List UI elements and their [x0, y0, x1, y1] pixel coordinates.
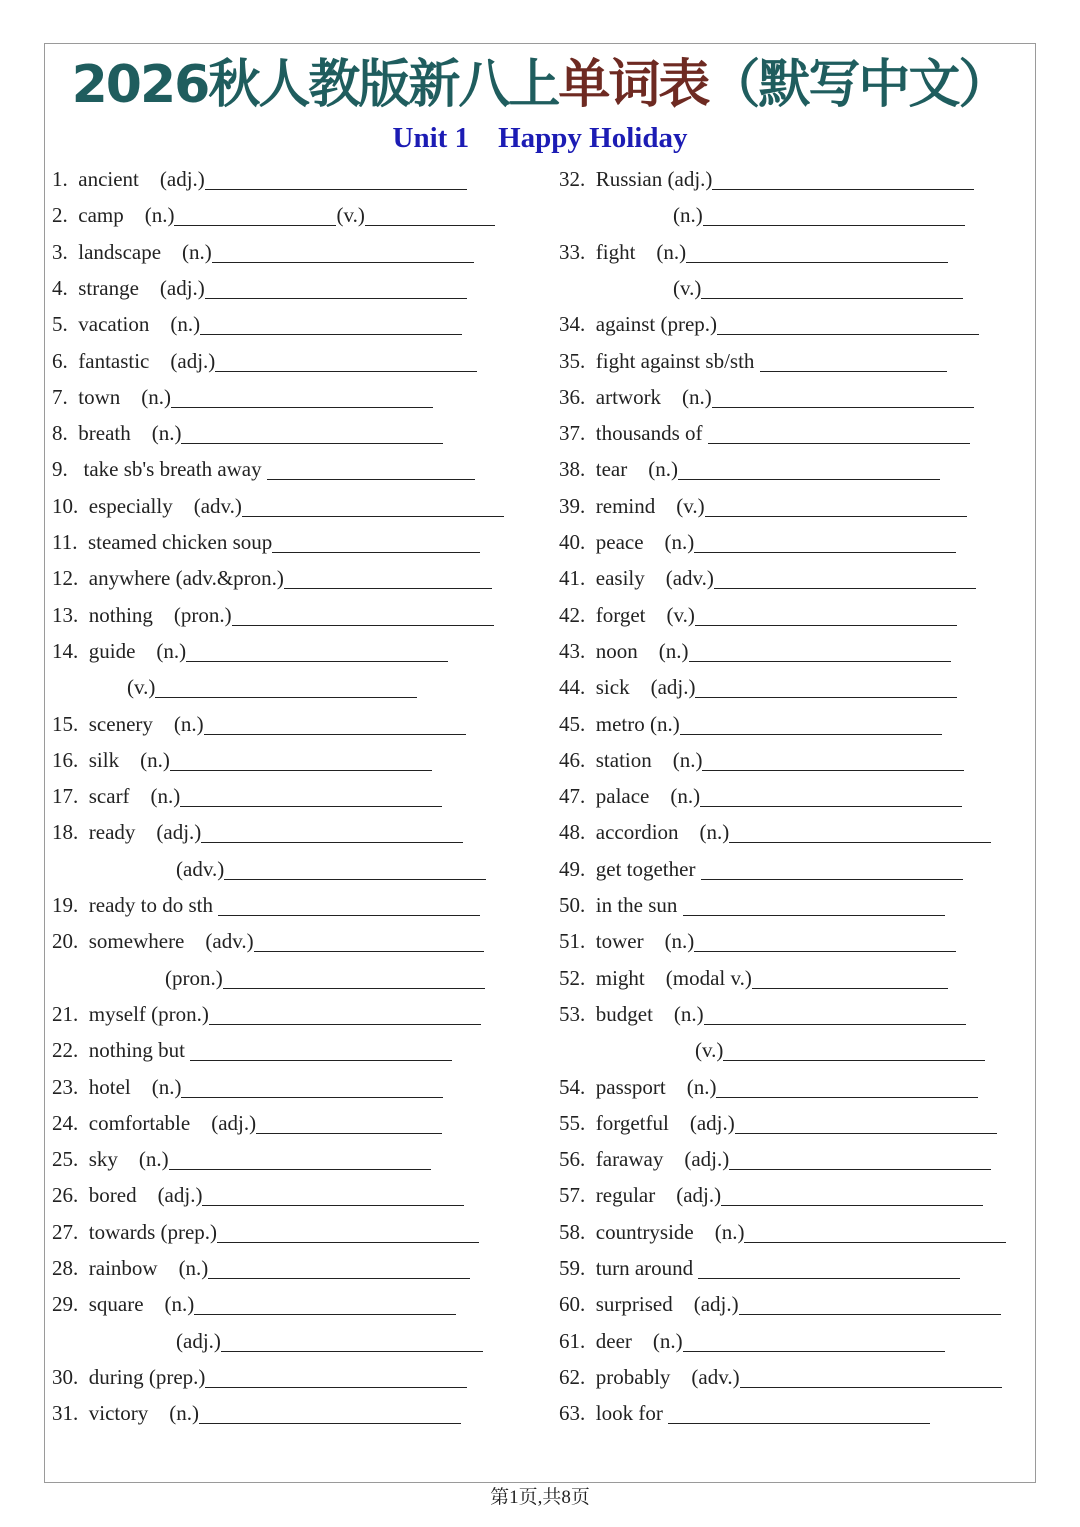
vocab-text: 12. anywhere (adv.&pron.) [52, 566, 284, 591]
vocab-text: 56. faraway (adj.) [559, 1147, 730, 1172]
answer-blank[interactable] [735, 1111, 997, 1134]
answer-blank[interactable] [704, 1002, 966, 1025]
vocab-item [559, 884, 945, 920]
vocab-item [695, 1029, 985, 1065]
vocab-item [559, 1174, 983, 1210]
vocab-text: 62. probably (adv.) [559, 1364, 740, 1389]
vocab-text: 42. forget (v.) [559, 602, 695, 627]
answer-blank[interactable] [186, 639, 448, 662]
vocab-text: 41. easily (adv.) [559, 566, 714, 591]
vocab-item [52, 594, 494, 630]
page-title [0, 52, 1080, 118]
vocab-item [52, 1211, 479, 1247]
vocab-item [52, 1392, 461, 1428]
answer-blank[interactable] [668, 1401, 930, 1424]
vocab-item [52, 1356, 467, 1392]
vocab-text: 1. ancient (adj.) [52, 167, 205, 191]
vocab-text-second-pos: (v.) [336, 203, 365, 228]
answer-blank[interactable] [208, 1256, 470, 1279]
vocab-item [52, 158, 467, 194]
vocab-text: 46. station (n.) [559, 747, 703, 772]
vocab-text: 6. fantastic (adj.) [52, 348, 216, 373]
vocab-item [176, 848, 486, 884]
vocab-item [52, 376, 433, 412]
vocab-text: 11. steamed chicken soup [52, 530, 273, 554]
answer-blank[interactable] [723, 1038, 985, 1061]
vocab-text: 9. take sb's breath away [52, 457, 267, 482]
page-footer: 第1页,共8页 [490, 1487, 590, 1508]
answer-blank[interactable] [242, 494, 504, 517]
answer-blank[interactable] [701, 276, 963, 299]
vocab-item [559, 811, 991, 847]
vocab-text: 53. budget (n.) [559, 1001, 704, 1026]
vocab-item [52, 1174, 464, 1210]
vocab-item [559, 376, 974, 412]
answer-blank[interactable] [712, 167, 974, 190]
vocab-item [559, 1066, 978, 1102]
answer-blank[interactable] [695, 603, 957, 626]
vocab-item [559, 630, 951, 666]
answer-blank[interactable] [254, 929, 484, 952]
vocab-item [559, 1138, 991, 1174]
unit-subtitle: Unit 1 Happy Holiday [392, 122, 688, 154]
vocab-item [52, 448, 475, 484]
vocab-item [52, 412, 443, 448]
vocab-item [559, 412, 970, 448]
vocab-item [52, 521, 480, 557]
vocab-text: 50. in the sun [559, 893, 683, 917]
answer-blank[interactable] [702, 748, 964, 771]
vocab-text: 59. turn around [559, 1256, 699, 1280]
vocab-text: 39. remind (v.) [559, 493, 705, 518]
answer-blank[interactable] [700, 784, 962, 807]
vocab-item [176, 1320, 483, 1356]
vocab-item [52, 993, 481, 1029]
vocab-item [52, 630, 448, 666]
vocab-text: 49. get together [559, 856, 701, 881]
vocab-text: 4. strange (adj.) [52, 275, 205, 300]
answer-blank[interactable] [201, 820, 463, 843]
vocab-text: 44. sick (adj.) [559, 675, 696, 700]
vocab-text: 25. sky (n.) [52, 1147, 169, 1172]
answer-blank[interactable] [190, 1038, 452, 1061]
vocab-item [52, 1102, 442, 1138]
vocab-text: 36. artwork (n.) [559, 384, 712, 409]
answer-blank[interactable] [194, 1292, 456, 1315]
vocab-text: 15. scenery (n.) [52, 711, 204, 736]
answer-blank[interactable] [181, 1075, 443, 1098]
vocab-item [559, 1392, 930, 1428]
vocab-text: 26. bored (adj.) [52, 1183, 203, 1208]
vocab-item [52, 1066, 443, 1102]
vocab-item [52, 775, 442, 811]
answer-blank[interactable] [181, 421, 443, 444]
answer-blank[interactable] [218, 893, 480, 916]
answer-blank[interactable] [678, 457, 940, 480]
title-part-2: 单词表 [558, 55, 709, 115]
vocab-text: 58. countryside (n.) [559, 1219, 745, 1244]
answer-blank[interactable] [232, 603, 494, 626]
answer-blank[interactable] [695, 675, 957, 698]
answer-blank[interactable] [365, 203, 495, 226]
answer-blank[interactable] [683, 893, 945, 916]
vocab-item [52, 1138, 431, 1174]
vocab-text: 57. regular (adj.) [559, 1183, 722, 1208]
vocab-text: 13. nothing (pron.) [52, 602, 232, 627]
answer-blank[interactable] [740, 1365, 1002, 1388]
vocab-text: 32. Russian (adj.) [559, 167, 713, 191]
vocab-text: 8. breath (n.) [52, 421, 182, 446]
vocab-item [52, 884, 480, 920]
vocab-item [673, 194, 965, 230]
answer-blank[interactable] [705, 494, 967, 517]
answer-blank[interactable] [204, 712, 466, 735]
vocab-text: 60. surprised (adj.) [559, 1292, 739, 1317]
vocab-item [559, 775, 962, 811]
vocab-text: (adv.) [176, 856, 225, 881]
answer-blank[interactable] [199, 1401, 461, 1424]
answer-blank[interactable] [180, 784, 442, 807]
vocab-item [559, 1283, 1001, 1319]
vocab-text: 24. comfortable (adj.) [52, 1110, 257, 1135]
vocab-item [52, 920, 484, 956]
vocab-item [559, 920, 956, 956]
vocab-text: (v.) [673, 275, 702, 300]
answer-blank[interactable] [721, 1183, 983, 1206]
answer-blank[interactable] [155, 675, 417, 698]
vocab-text: 35. fight against sb/sth [559, 348, 760, 373]
vocab-text: 2. camp (n.) [52, 203, 175, 228]
vocab-text: 21. myself (pron.) [52, 1001, 209, 1026]
vocab-item [559, 1211, 1006, 1247]
answer-blank[interactable] [212, 240, 474, 263]
vocab-item [52, 703, 466, 739]
vocab-item [559, 448, 940, 484]
vocab-item [559, 666, 957, 702]
vocab-item [52, 194, 495, 230]
vocab-item [559, 1320, 945, 1356]
vocab-text: 16. silk (n.) [52, 747, 170, 772]
vocab-text: 52. might (modal v.) [559, 965, 752, 990]
vocab-item [52, 231, 474, 267]
vocab-item [52, 1247, 470, 1283]
vocab-item [559, 303, 979, 339]
vocab-item [52, 267, 467, 303]
vocab-text: (adj.) [176, 1328, 221, 1353]
answer-blank[interactable] [200, 312, 462, 335]
answer-blank[interactable] [267, 457, 475, 480]
answer-blank[interactable] [205, 276, 467, 299]
vocab-text: 31. victory (n.) [52, 1401, 199, 1426]
vocab-text: 55. forgetful (adj.) [559, 1110, 735, 1135]
vocab-text: 18. ready (adj.) [52, 820, 202, 845]
answer-blank[interactable] [744, 1220, 1006, 1243]
vocab-text: 40. peace (n.) [559, 530, 695, 554]
answer-blank[interactable] [686, 240, 948, 263]
title-part-1: 2026秋人教版新八上 [71, 55, 559, 115]
vocab-text: 23. hotel (n.) [52, 1074, 182, 1099]
answer-blank[interactable] [284, 566, 492, 589]
vocab-text: 22. nothing but [52, 1038, 191, 1063]
answer-blank[interactable] [729, 1147, 991, 1170]
vocab-item [127, 666, 417, 702]
vocab-text: 10. especially (adv.) [52, 493, 242, 518]
vocab-text: 29. square (n.) [52, 1292, 195, 1317]
answer-blank[interactable] [171, 385, 433, 408]
answer-blank[interactable] [712, 385, 974, 408]
vocab-text: 37. thousands of [559, 421, 708, 446]
vocab-text: 19. ready to do sth [52, 893, 219, 917]
answer-blank[interactable] [224, 857, 486, 880]
vocab-text: 30. during (prep.) [52, 1364, 206, 1389]
vocab-item [673, 267, 963, 303]
answer-blank[interactable] [714, 566, 976, 589]
vocab-text: (pron.) [165, 965, 223, 990]
answer-blank[interactable] [209, 1002, 481, 1025]
answer-blank[interactable] [752, 966, 948, 989]
vocab-item [559, 557, 976, 593]
answer-blank[interactable] [694, 929, 956, 952]
vocab-text: 38. tear (n.) [559, 457, 678, 482]
answer-blank[interactable] [256, 1111, 442, 1134]
vocab-text: (v.) [695, 1038, 724, 1063]
title-part-3: （默写中文） [708, 55, 1009, 115]
vocab-item [52, 340, 477, 376]
vocab-text: 63. look for [559, 1401, 669, 1426]
answer-blank[interactable] [698, 1256, 960, 1279]
vocab-text: 48. accordion (n.) [559, 820, 730, 845]
answer-blank[interactable] [169, 1147, 431, 1170]
vocab-item [559, 340, 947, 376]
answer-blank[interactable] [272, 530, 480, 553]
vocab-text: 54. passport (n.) [559, 1074, 717, 1099]
answer-blank[interactable] [170, 748, 432, 771]
vocab-item [52, 557, 492, 593]
answer-blank[interactable] [215, 349, 477, 372]
vocab-text: 3. landscape (n.) [52, 239, 212, 264]
answer-blank[interactable] [680, 712, 942, 735]
vocab-text: 7. town (n.) [52, 384, 171, 409]
answer-blank[interactable] [716, 1075, 978, 1098]
vocab-item [559, 521, 956, 557]
vocab-item [52, 1283, 456, 1319]
vocab-text: 45. metro (n.) [559, 711, 680, 736]
vocab-item [52, 1029, 452, 1065]
answer-blank[interactable] [205, 1365, 467, 1388]
answer-blank[interactable] [701, 857, 963, 880]
answer-blank[interactable] [694, 530, 956, 553]
vocab-item [559, 485, 967, 521]
answer-blank[interactable] [708, 421, 970, 444]
answer-blank[interactable] [703, 203, 965, 226]
answer-blank[interactable] [221, 1329, 483, 1352]
vocab-item [559, 703, 942, 739]
vocab-text: 34. against (prep.) [559, 312, 718, 337]
vocab-text: 5. vacation (n.) [52, 312, 201, 337]
answer-blank[interactable] [739, 1292, 1001, 1315]
answer-blank[interactable] [683, 1329, 945, 1352]
vocab-text: (n.) [673, 203, 703, 228]
vocab-text: 43. noon (n.) [559, 638, 689, 663]
vocab-text: 17. scarf (n.) [52, 784, 181, 809]
answer-blank[interactable] [717, 312, 979, 335]
vocab-text: 51. tower (n.) [559, 929, 695, 954]
vocab-text: 14. guide (n.) [52, 638, 187, 663]
vocab-item [559, 1247, 960, 1283]
vocab-text: 27. towards (prep.) [52, 1219, 218, 1244]
vocab-item [52, 739, 432, 775]
vocab-item [559, 739, 964, 775]
vocab-text: (v.) [127, 675, 156, 700]
vocab-item [559, 1102, 997, 1138]
answer-blank[interactable] [217, 1220, 479, 1243]
vocab-item [559, 993, 966, 1029]
vocab-item [559, 231, 948, 267]
vocab-text: 61. deer (n.) [559, 1328, 683, 1353]
answer-blank[interactable] [729, 820, 991, 843]
vocab-item [559, 594, 957, 630]
vocab-item [52, 811, 463, 847]
vocab-item [52, 485, 504, 521]
vocab-item [559, 1356, 1002, 1392]
vocab-text: 20. somewhere (adv.) [52, 929, 254, 954]
answer-blank[interactable] [689, 639, 951, 662]
answer-blank[interactable] [174, 203, 336, 226]
vocab-item [559, 957, 948, 993]
vocab-item [52, 303, 462, 339]
vocab-text: 47. palace (n.) [559, 784, 701, 809]
answer-blank[interactable] [205, 167, 467, 190]
vocab-text: 28. rainbow (n.) [52, 1256, 209, 1280]
vocab-text: 33. fight (n.) [559, 239, 687, 264]
answer-blank[interactable] [760, 349, 947, 372]
answer-blank[interactable] [223, 966, 485, 989]
vocab-item [559, 158, 974, 194]
vocab-item [165, 957, 485, 993]
vocab-item [559, 848, 963, 884]
answer-blank[interactable] [202, 1183, 464, 1206]
